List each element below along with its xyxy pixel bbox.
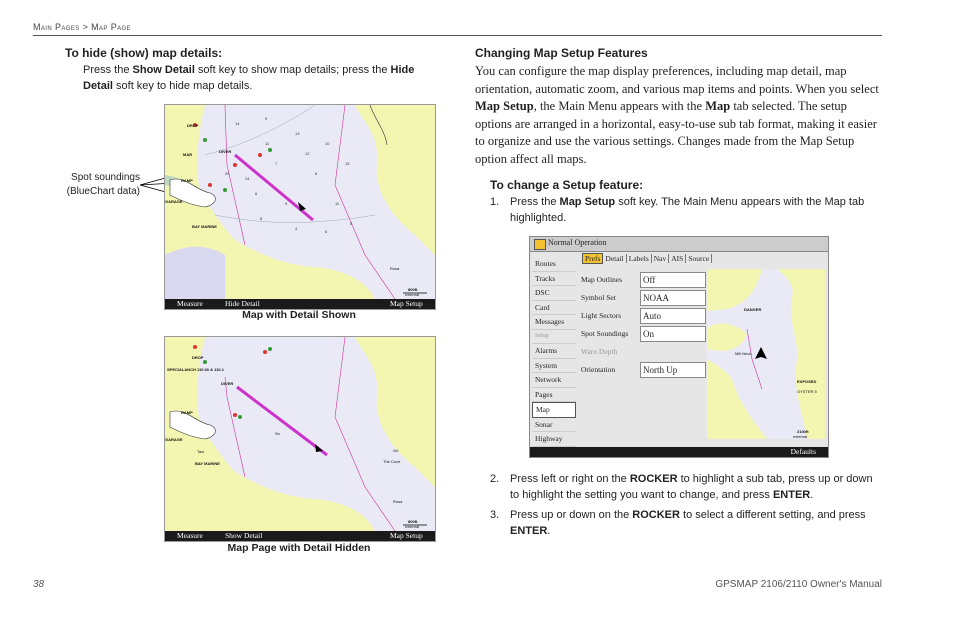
preview-danger: DANGER xyxy=(744,307,762,312)
step-1-number: 1. xyxy=(490,196,500,208)
tab-nav[interactable]: Nav xyxy=(652,254,670,263)
scale-sub: external xyxy=(405,292,420,297)
label-rosa: Rosa xyxy=(390,266,400,271)
label-ramp-2: RAMP xyxy=(181,410,193,415)
label-sn: Sn xyxy=(275,431,280,436)
spot-soundings-callout: Spot soundings (BlueChart data) xyxy=(66,172,140,197)
changing-setup-heading: Changing Map Setup Features xyxy=(475,46,648,60)
setting-value[interactable]: Auto xyxy=(640,308,706,324)
svg-text:9: 9 xyxy=(285,201,288,206)
tab-ais[interactable]: AIS xyxy=(669,254,686,263)
setting-label: Warn Depth xyxy=(581,347,618,356)
label-taxi: Taxi xyxy=(197,449,205,454)
scale-value-2: 800ft xyxy=(408,519,418,524)
label-ramp: RAMP xyxy=(181,178,193,183)
settings-list xyxy=(578,271,706,379)
softkey-bar xyxy=(165,299,435,309)
label-drop: DROP xyxy=(187,123,199,128)
label-rosa-2: Rosa xyxy=(393,499,403,504)
setting-row xyxy=(578,307,706,325)
map-preview xyxy=(707,269,825,439)
setting-label: Orientation xyxy=(581,365,616,374)
svg-text:13: 13 xyxy=(295,131,300,136)
menu-sidebar xyxy=(532,257,576,447)
sidebar-item-setup[interactable]: Setup xyxy=(532,330,576,345)
setting-label: Spot Soundings xyxy=(581,329,629,338)
softkey-hide-detail[interactable]: Hide Detail xyxy=(225,299,260,308)
menu-softkey-bar xyxy=(530,447,828,457)
label-diver: DIVER xyxy=(219,149,232,154)
sidebar-item-tracks[interactable]: Tracks xyxy=(532,272,576,287)
svg-text:7: 7 xyxy=(275,161,278,166)
svg-text:4: 4 xyxy=(295,226,298,231)
sidebar-item-alarms[interactable]: Alarms xyxy=(532,344,576,359)
figure1-caption: Map with Detail Shown xyxy=(242,309,356,321)
softkey-measure-2[interactable]: Measure xyxy=(177,531,203,540)
svg-text:10: 10 xyxy=(325,141,330,146)
softkey-measure[interactable]: Measure xyxy=(177,299,203,308)
tab-detail[interactable]: Detail xyxy=(603,254,626,263)
page-number: 38 xyxy=(33,579,45,590)
svg-text:8: 8 xyxy=(315,171,318,176)
preview-exposed: EXPOSED xyxy=(797,379,817,384)
label-diver-2: DIVER xyxy=(221,381,234,386)
preview-oyster: OYSTER 5 xyxy=(797,389,817,394)
breadcrumb-text: Main Pages > Map Page xyxy=(33,22,132,32)
sidebar-item-dsc[interactable]: DSC xyxy=(532,286,576,301)
setting-row xyxy=(578,343,706,361)
svg-text:14: 14 xyxy=(235,121,240,126)
softkey-bar-2 xyxy=(165,531,435,541)
sidebar-item-system[interactable]: System xyxy=(532,359,576,374)
sub-tab-row xyxy=(582,253,712,266)
svg-text:6: 6 xyxy=(255,191,258,196)
figure2-caption: Map Page with Detail Hidden xyxy=(227,542,371,554)
step-2-number: 2. xyxy=(490,473,500,485)
step-1-text: Press the Map Setup soft key. The Main Menu appears with the Map tab highlighted. xyxy=(510,196,865,224)
svg-text:9: 9 xyxy=(265,116,268,121)
sidebar-item-highway[interactable]: Highway xyxy=(532,432,576,447)
sidebar-item-pages[interactable]: Pages xyxy=(532,388,576,403)
label-special: SPECIALANCH 110.60 & 110.1 xyxy=(167,367,224,372)
tab-labels[interactable]: Labels xyxy=(627,254,652,263)
breadcrumb xyxy=(33,22,131,32)
tab-source[interactable]: Source xyxy=(686,254,712,263)
step-2-text: Press left or right on the ROCKER to highlight a sub tab, press up or down to highlight the setting you want to change, and press ENTER. xyxy=(510,473,873,501)
label-bay-marine: BAY MARINE xyxy=(192,224,217,229)
step-3 xyxy=(490,507,885,541)
setting-label: Light Sectors xyxy=(581,311,622,320)
scale-sub-2: external xyxy=(405,524,420,529)
setting-row xyxy=(578,325,706,343)
map-detail-hidden[interactable] xyxy=(164,336,436,542)
defaults-softkey[interactable]: Defaults xyxy=(790,447,816,456)
label-grl: Grl xyxy=(393,448,399,453)
change-feature-heading: To change a Setup feature: xyxy=(490,178,644,192)
setting-value[interactable]: On xyxy=(640,326,706,342)
sidebar-item-card[interactable]: Card xyxy=(532,301,576,316)
svg-text:20: 20 xyxy=(225,171,230,176)
sidebar-item-routes[interactable]: Routes xyxy=(532,257,576,272)
preview-mill-neck: Mill Neck xyxy=(735,351,752,356)
tab-prefs[interactable]: Prefs xyxy=(582,253,603,264)
sidebar-item-messages[interactable]: Messages xyxy=(532,315,576,330)
svg-text:12: 12 xyxy=(305,151,310,156)
menu-title-bar xyxy=(530,237,828,252)
setting-value[interactable]: North Up xyxy=(640,362,706,378)
step-3-text: Press up or down on the ROCKER to select a different setting, and press ENTER. xyxy=(510,509,866,537)
svg-text:8: 8 xyxy=(260,216,263,221)
folder-icon xyxy=(534,239,546,250)
step-2 xyxy=(490,471,885,505)
map-with-detail[interactable] xyxy=(164,104,436,310)
step-3-number: 3. xyxy=(490,509,500,521)
hide-show-instruction: Press the Show Detail soft key to show map details; press the Hide Detail soft key to hide map details. xyxy=(83,64,415,92)
hide-show-heading: To hide (show) map details: xyxy=(65,46,223,60)
label-the-cove: The Cove xyxy=(383,459,401,464)
svg-text:6: 6 xyxy=(325,229,328,234)
scale-value: 800ft xyxy=(408,287,418,292)
softkey-map-setup[interactable]: Map Setup xyxy=(390,299,423,308)
svg-text:24: 24 xyxy=(245,176,250,181)
preview-scale-sub: external xyxy=(793,434,808,439)
main-menu-screen xyxy=(529,236,829,458)
setting-row xyxy=(578,271,706,289)
setting-row xyxy=(578,289,706,307)
setting-value[interactable]: Off xyxy=(640,272,706,288)
setting-label: Map Outlines xyxy=(581,275,623,284)
label-garage-2: GARAGE xyxy=(165,437,183,442)
setting-row xyxy=(578,361,706,379)
svg-text:5: 5 xyxy=(350,221,353,226)
header-rule xyxy=(33,35,882,36)
svg-text:11: 11 xyxy=(335,201,340,206)
sidebar-item-network[interactable]: Network xyxy=(532,373,576,388)
sidebar-item-sonar[interactable]: Sonar xyxy=(532,418,576,433)
svg-text:15: 15 xyxy=(345,161,350,166)
softkey-map-setup-2[interactable]: Map Setup xyxy=(390,531,423,540)
manual-title: GPSMAP 2106/2110 Owner's Manual xyxy=(715,579,882,590)
setting-label: Symbol Set xyxy=(581,293,616,302)
label-garage: GARAGE xyxy=(165,199,183,204)
preview-scale: 2100ft xyxy=(797,429,809,434)
menu-title: Normal Operation xyxy=(548,238,607,247)
changing-setup-intro: You can configure the map display preferences, including map detail, map orientation, automatic zoom, and various map items and points. When you select Map Setup, the Main Menu appears with the Map tab selected. The setup options are arranged in a horizontal, easy-to-use sub tab format, making it easier to organize and use the various settings. Changes made from the Map Setup option affect all maps. xyxy=(475,64,879,166)
label-drop-2: DROP xyxy=(192,355,204,360)
sidebar-item-map[interactable]: Map xyxy=(532,402,576,418)
label-mar: MAR xyxy=(183,152,193,157)
setting-value[interactable]: NOAA xyxy=(640,290,706,306)
step-1 xyxy=(490,194,885,228)
softkey-show-detail[interactable]: Show Detail xyxy=(225,531,263,540)
svg-text:11: 11 xyxy=(265,141,270,146)
label-bay-marine-2: BAY MARINE xyxy=(195,461,220,466)
